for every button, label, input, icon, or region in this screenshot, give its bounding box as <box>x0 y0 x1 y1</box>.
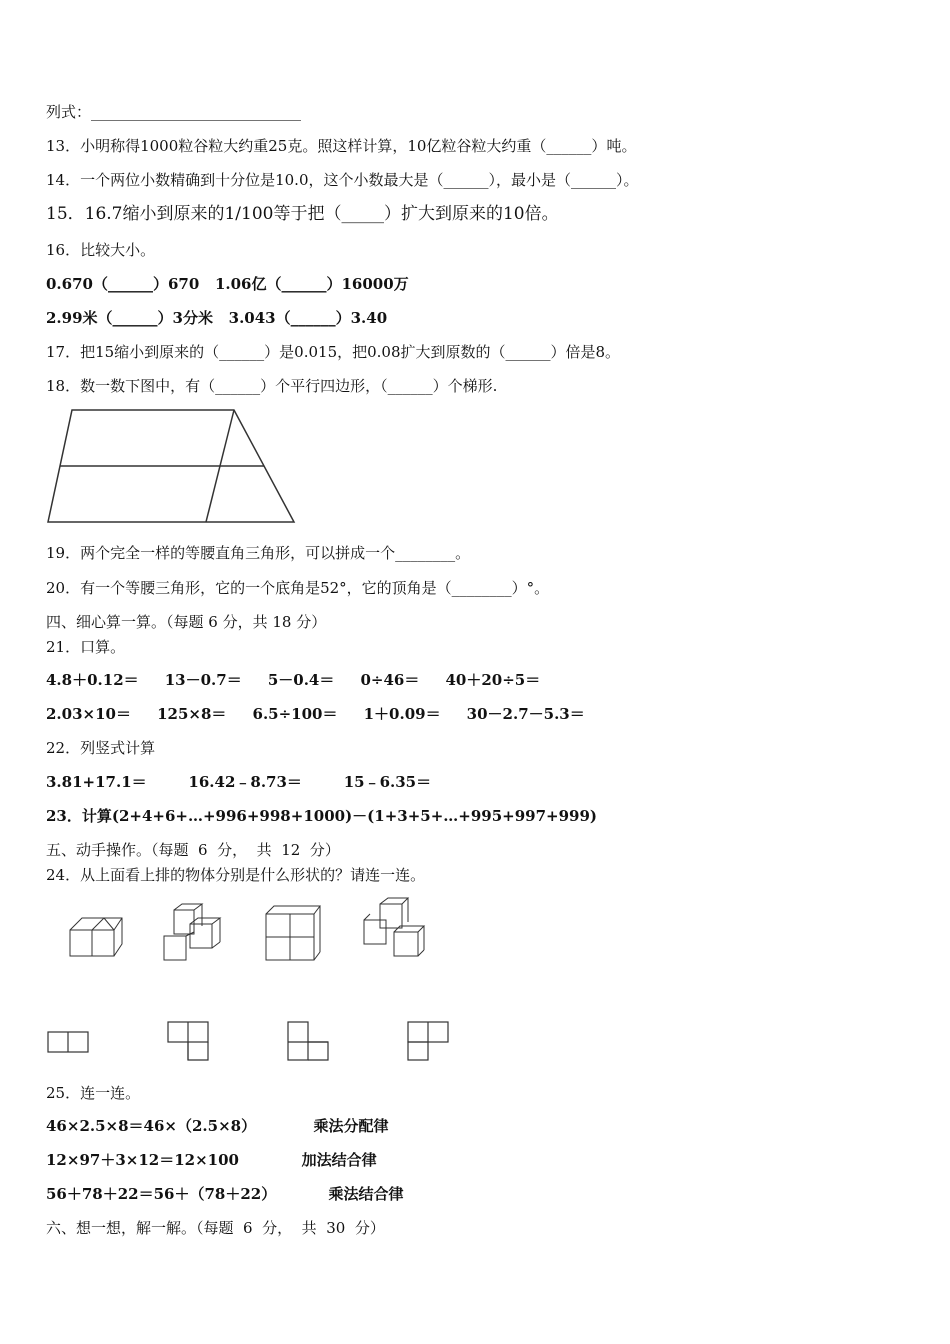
question-16-row-2: 2.99米（______）3分米 3.043（______）3.40 <box>46 309 388 327</box>
question-21-row-1: 4.8＋0.12＝ 13－0.7＝ 5－0.4＝ 0÷46＝ 40＋20÷5＝ <box>46 671 541 689</box>
question-25-row-2: 12×97＋3×12＝12×100 加法结合律 <box>46 1151 377 1169</box>
question-16-row-1: 0.670（______）670 1.06亿（______）16000万 <box>46 275 409 293</box>
cube-solid-2 <box>160 902 226 964</box>
top-view-2 <box>166 1020 212 1064</box>
section-6-heading: 六、想一想，解一解。（每题 6 分， 共 30 分） <box>46 1219 385 1237</box>
question-25-row-3: 56＋78＋22＝56＋（78＋22） 乘法结合律 <box>46 1185 404 1203</box>
answer-line: 列式：____________________________ <box>46 103 302 121</box>
question-17: 17．把15缩小到原来的（______）是0.015，把0.08扩大到原数的（______）倍是8。 <box>46 343 621 361</box>
question-23: 23．计算(2+4+6+…+996+998+1000)－(1+3+5+…+995+997+999) <box>46 807 598 825</box>
top-view-4 <box>406 1020 452 1064</box>
question-22: 22．列竖式计算 <box>46 739 156 757</box>
question-19: 19．两个完全一样的等腰直角三角形，可以拼成一个________。 <box>46 544 471 562</box>
cube-solid-4 <box>356 896 428 962</box>
question-16: 16．比较大小。 <box>46 241 156 259</box>
question-21-row-2: 2.03×10＝ 125×8＝ 6.5÷100＝ 1＋0.09＝ 30－2.7－5.3＝ <box>46 705 585 723</box>
question-15: 15．16.7缩小到原来的1/100等于把（_____）扩大到原来的10倍。 <box>46 204 559 224</box>
top-view-3 <box>286 1020 332 1064</box>
question-25-row-1: 46×2.5×8＝46×（2.5×8） 乘法分配律 <box>46 1117 389 1135</box>
question-22-row: 3.81+17.1＝ 16.42﹣8.73＝ 15﹣6.35＝ <box>46 773 432 791</box>
top-view-1 <box>46 1030 92 1056</box>
section-5-heading: 五、动手操作。（每题 6 分， 共 12 分） <box>46 841 340 859</box>
cube-solid-3 <box>262 904 324 964</box>
trapezoid-figure <box>44 406 298 528</box>
question-14: 14．一个两位小数精确到十分位是10.0，这个小数最大是（______），最小是（______）。 <box>46 171 639 189</box>
question-18: 18．数一数下图中，有（______）个平行四边形，（______）个梯形. <box>46 377 498 395</box>
question-13: 13．小明称得1000粒谷粒大约重25克。照这样计算，10亿粒谷粒大约重（______）吨。 <box>46 137 637 155</box>
question-20: 20．有一个等腰三角形，它的一个底角是52°，它的顶角是（________）°。 <box>46 579 550 597</box>
question-25: 25．连一连。 <box>46 1084 141 1102</box>
question-21: 21．口算。 <box>46 638 126 656</box>
cube-solid-1 <box>66 910 126 962</box>
section-4-heading: 四、细心算一算。（每题 6 分，共 18 分） <box>46 613 327 631</box>
question-24: 24．从上面看上排的物体分别是什么形状的？请连一连。 <box>46 866 426 884</box>
